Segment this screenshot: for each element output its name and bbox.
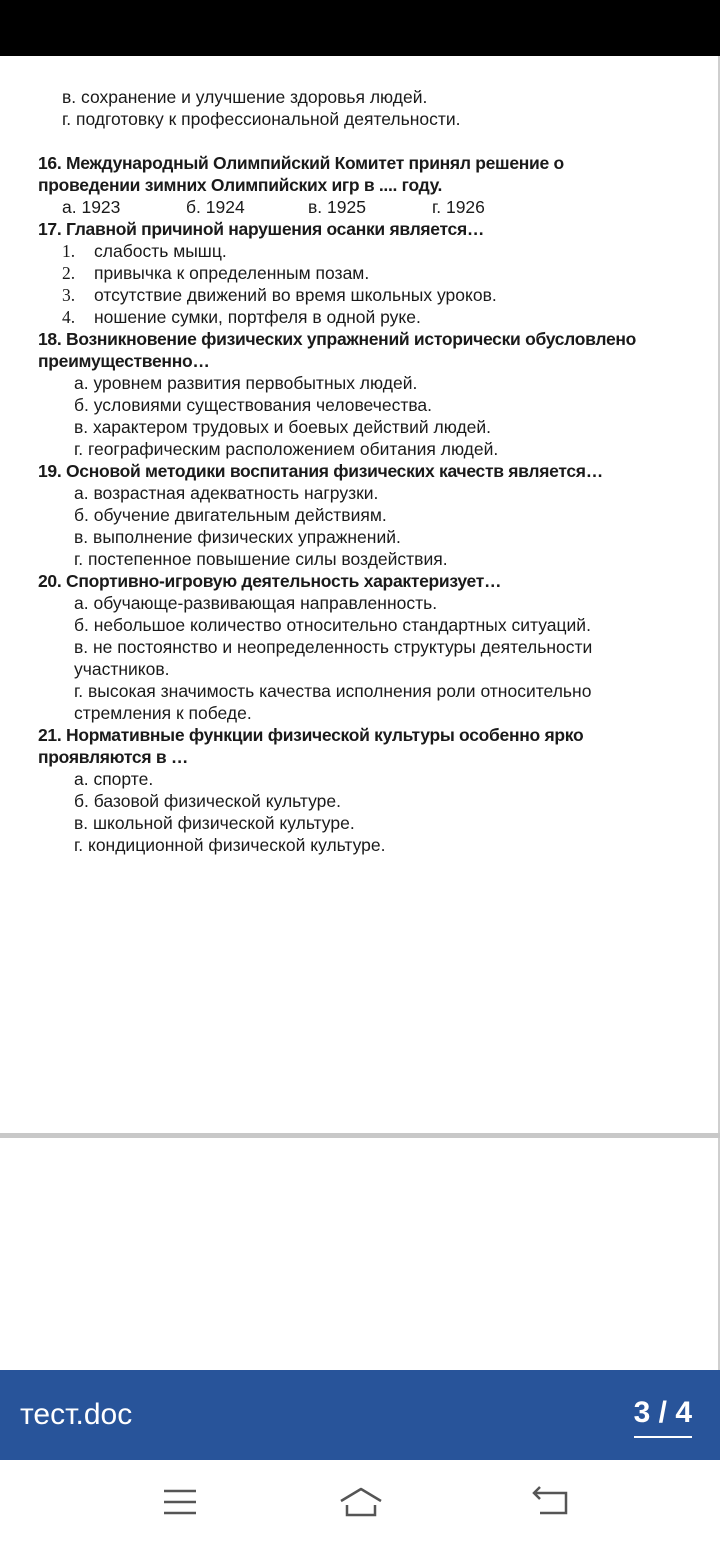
answer-option-continuation: стремления к победе.	[74, 703, 252, 723]
answer-option: слабость мышц.	[94, 241, 227, 261]
answer-option: в. сохранение и улучшение здоровья людей.	[62, 87, 428, 107]
answer-option: а. спорте.	[74, 769, 154, 789]
question-18-title: 18. Возникновение физических упражнений исторически обусловлено	[38, 329, 637, 349]
list-item	[62, 262, 369, 284]
answer-option: б. обучение двигательным действиям.	[74, 505, 387, 525]
next-document-page[interactable]	[0, 1138, 720, 1370]
question-18-title: преимущественно…	[38, 351, 210, 371]
question-16-title: 16. Международный Олимпийский Комитет принял решение о	[38, 153, 564, 173]
answer-option: г. подготовку к профессиональной деятельности.	[62, 109, 461, 129]
home-button[interactable]	[336, 1480, 386, 1524]
list-item	[62, 240, 227, 262]
answer-option: б. условиями существования человечества.	[74, 395, 433, 415]
file-name: тест.doc	[20, 1398, 133, 1431]
answer-option: в. характером трудовых и боевых действий людей.	[74, 417, 492, 437]
answer-option: г. 1926	[432, 197, 485, 217]
list-number: 2.	[62, 263, 76, 283]
answer-option: а. возрастная адекватность нагрузки.	[74, 483, 379, 503]
status-bar	[0, 0, 720, 56]
answer-option: б. небольшое количество относительно стандартных ситуаций.	[74, 615, 591, 635]
list-number: 4.	[62, 307, 76, 327]
answer-option: привычка к определенным позам.	[94, 263, 370, 283]
list-item	[62, 284, 497, 306]
answer-option: г. постепенное повышение силы воздействия.	[74, 549, 448, 569]
page-indicator[interactable]: 3 / 4	[634, 1396, 692, 1438]
answer-option: а. 1923	[62, 197, 121, 217]
answer-option: в. не постоянство и неопределенность структуры деятельности	[74, 637, 593, 657]
answer-option: ношение сумки, портфеля в одной руке.	[94, 307, 421, 327]
question-17-title: 17. Главной причиной нарушения осанки является…	[38, 219, 485, 239]
back-button[interactable]	[525, 1480, 575, 1524]
question-21-title: проявляются в …	[38, 747, 189, 767]
answer-option: в. выполнение физических упражнений.	[74, 527, 401, 547]
answer-option: г. кондиционной физической культуре.	[74, 835, 386, 855]
answer-option: в. 1925	[308, 197, 366, 217]
answer-option: б. 1924	[186, 197, 245, 217]
answer-option: в. школьной физической культуре.	[74, 813, 355, 833]
navigation-bar	[0, 1460, 720, 1544]
back-icon	[528, 1485, 572, 1519]
list-number: 3.	[62, 285, 76, 305]
answer-option: отсутствие движений во время школьных уроков.	[94, 285, 497, 305]
document-page[interactable]	[0, 56, 720, 1134]
answer-option-continuation: участников.	[74, 659, 170, 679]
answer-option: г. высокая значимость качества исполнения роли относительно	[74, 681, 592, 701]
question-19-title: 19. Основой методики воспитания физических качеств является…	[38, 461, 603, 481]
menu-icon	[162, 1487, 198, 1517]
list-number: 1.	[62, 241, 76, 261]
question-20-title: 20. Спортивно-игровую деятельность характеризует…	[38, 571, 502, 591]
question-16-title: проведении зимних Олимпийских игр в .... году.	[38, 175, 443, 195]
question-21-title: 21. Нормативные функции физической культуры особенно ярко	[38, 725, 584, 745]
document-info-bar	[0, 1370, 720, 1460]
answer-option: а. уровнем развития первобытных людей.	[74, 373, 418, 393]
answer-option: г. географическим расположением обитания людей.	[74, 439, 499, 459]
menu-button[interactable]	[155, 1480, 205, 1524]
list-item	[62, 306, 421, 328]
answer-option: б. базовой физической культуре.	[74, 791, 342, 811]
home-icon	[337, 1485, 385, 1519]
answer-option: а. обучающе-развивающая направленность.	[74, 593, 438, 613]
